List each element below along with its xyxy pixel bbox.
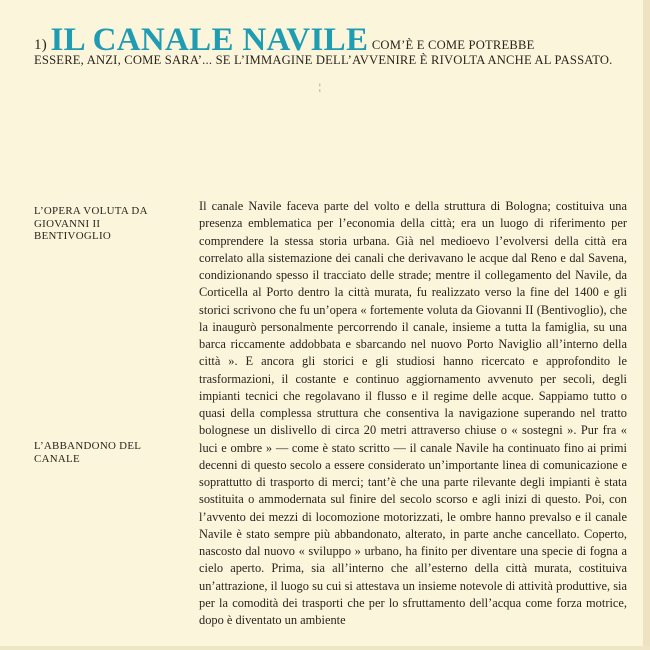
margin-note-abbandono: L’ABBANDONO DEL CANALE bbox=[34, 440, 142, 465]
margin-note-bentivoglio: L’OPERA VOLUTA DA GIOVANNI II BENTIVOGLIO bbox=[34, 205, 148, 243]
stray-print-mark: ¦ bbox=[319, 82, 321, 92]
chapter-subtitle: ESSERE, ANZI, COME SARA’... SE L’IMMAGINE DELL’AVVENIRE È RIVOLTA ANCHE AL PASSATO. bbox=[34, 53, 613, 67]
chapter-subtitle-lead: COM’È E COME POTREBBE bbox=[371, 38, 535, 52]
page-edge-bottom bbox=[0, 646, 650, 650]
chapter-heading bbox=[34, 22, 634, 68]
body-paragraph: Il canale Navile faceva parte del volto e della struttura di Bologna; costituiva una presenza emblematica per l’economia della città; era un luogo di riferimento per comprendere la stessa storia urbana. Già nel medioevo l’evolversi della città era correlato alla sistemazione dei canali che derivavano le acque dal Reno e dal Savena, condizionando spesso il tracciato delle strade; mentre il collegamento del Navile, da Corticella al Porto dentro la città murata, fu realizzato verso la fine del 1400 e gli storici scrivono che fu un’opera « fortemente voluta da Giovanni II (Bentivoglio), che la inaugurò personalmente percorrendo il canale, insieme a tutta la famiglia, su una barca riccamente addobbata e sbarcando nel nuovo Porto Naviglio all’interno della città ». E ancora gli storici e gli studiosi hanno ricercato e approfondito le trasformazioni, il costante e continuo aggiornamento avvenuto per secoli, degli impianti tecnici che regolavano il flusso e il regime delle acque. Sappiamo tutto o quasi della complessa struttura che consentiva la navigazione superando nel tratto bolognese un dislivello di circa 20 metri attraverso chiuse o « sostegni ». Pur fra « luci e ombre » — come è stato scritto — il canale Navile ha continuato fino ai primi decenni di questo secolo a essere considerato un’importante linea di comunicazione e soprattutto di trasporto di merci; tant’è che una parte rilevante degli impianti è stata sostituita o ammodernata sul finire del secolo scorso e agli inizi di questo. Poi, con l’avvento dei mezzi di locomozione motorizzati, le ombre hanno prevalso e il canale Navile è stato sempre più abbandonato, alterato, in parte anche cancellato. Coperto, nascosto dal nuovo « sviluppo » urbano, ha finito per diventare una specie di fogna a cielo aperto. Prima, sia all’interno che all’esterno della città murata, costituiva un’attrazione, il luogo su cui si attestava un insieme notevole di attività produttive, sia per la comodità dei trasporti che per lo sfruttamento dell’acqua come forza motrice, dopo è diventato un ambiente bbox=[199, 199, 627, 627]
page-edge-right bbox=[643, 0, 650, 650]
chapter-number: 1) bbox=[34, 37, 47, 53]
chapter-title: IL CANALE NAVILE bbox=[50, 22, 369, 58]
